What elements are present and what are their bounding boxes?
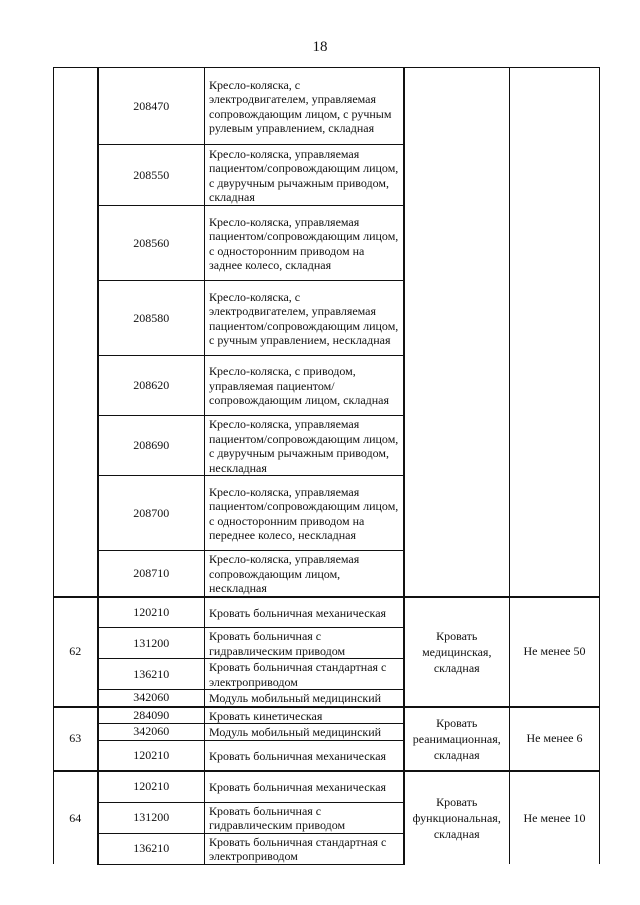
page-number: 18 <box>312 39 328 55</box>
product-code: 120210 <box>98 771 205 802</box>
product-name: Кровать больничная механическая <box>205 771 404 802</box>
product-name: Кровать больничная стандартная с электроприводом <box>205 833 404 864</box>
product-name: Кресло-коляска, управляемая сопровождающим лицом, нескладная <box>205 551 404 597</box>
product-name: Кресло-коляска, управляемая пациентом/сопровождающим лицом, с односторонним приводом на заднее колесо, складная <box>205 206 404 281</box>
equipment-quantity: Не менее 10 <box>510 771 600 864</box>
product-name: Кресло-коляска, с электродвигателем, управляемая сопровождающим лицом, с ручным рулевым управлением, складная <box>205 68 404 145</box>
product-name: Кресло-коляска, управляемая пациентом/сопровождающим лицом, с двуручным рычажным приводом, складная <box>205 145 404 206</box>
product-name: Кресло-коляска, управляемая пациентом/сопровождающим лицом, с односторонним приводом на переднее колесо, нескладная <box>205 476 404 551</box>
product-name: Кресло-коляска, с электродвигателем, управляемая пациентом/сопровождающим лицом, с ручным управлением, нескладная <box>205 281 404 356</box>
equipment-type: Кровать медицинская, складная <box>404 597 510 707</box>
equipment-table <box>53 67 600 865</box>
product-code: 208700 <box>98 476 205 551</box>
product-name: Кровать больничная механическая <box>205 597 404 628</box>
product-code: 208580 <box>98 281 205 356</box>
product-name: Кровать больничная механическая <box>205 740 404 771</box>
product-code: 208710 <box>98 551 205 597</box>
row-number: 63 <box>54 707 98 772</box>
quantity-cell <box>510 68 600 597</box>
equipment-type-cell <box>404 68 510 597</box>
product-code: 284090 <box>98 707 205 724</box>
product-name: Модуль мобильный медицинский <box>205 724 404 741</box>
table-row <box>54 597 600 628</box>
row-number-cell <box>54 68 98 597</box>
product-code: 208620 <box>98 356 205 416</box>
product-code: 208690 <box>98 416 205 476</box>
product-name: Кресло-коляска, управляемая пациентом/сопровождающим лицом, с двуручным рычажным приводом, нескладная <box>205 416 404 476</box>
product-code: 208470 <box>98 68 205 145</box>
product-name: Кровать больничная с гидравлическим приводом <box>205 802 404 833</box>
table-row <box>54 68 600 145</box>
product-name: Кровать больничная с гидравлическим приводом <box>205 628 404 659</box>
product-code: 131200 <box>98 628 205 659</box>
row-number: 64 <box>54 771 98 864</box>
equipment-quantity: Не менее 50 <box>510 597 600 707</box>
table-row <box>54 707 600 724</box>
product-code: 131200 <box>98 802 205 833</box>
product-code: 342060 <box>98 690 205 707</box>
product-code: 208560 <box>98 206 205 281</box>
product-name: Кровать больничная стандартная с электроприводом <box>205 659 404 690</box>
product-name: Модуль мобильный медицинский <box>205 690 404 707</box>
table-row <box>54 771 600 802</box>
equipment-type: Кровать реанимационная, складная <box>404 707 510 772</box>
product-code: 120210 <box>98 597 205 628</box>
product-code: 136210 <box>98 659 205 690</box>
row-number: 62 <box>54 597 98 707</box>
product-code: 136210 <box>98 833 205 864</box>
product-code: 342060 <box>98 724 205 741</box>
product-name: Кресло-коляска, с приводом, управляемая пациентом/сопровождающим лицом, складная <box>205 356 404 416</box>
product-name: Кровать кинетическая <box>205 707 404 724</box>
equipment-quantity: Не менее 6 <box>510 707 600 772</box>
product-code: 120210 <box>98 740 205 771</box>
product-code: 208550 <box>98 145 205 206</box>
equipment-type: Кровать функциональная, складная <box>404 771 510 864</box>
